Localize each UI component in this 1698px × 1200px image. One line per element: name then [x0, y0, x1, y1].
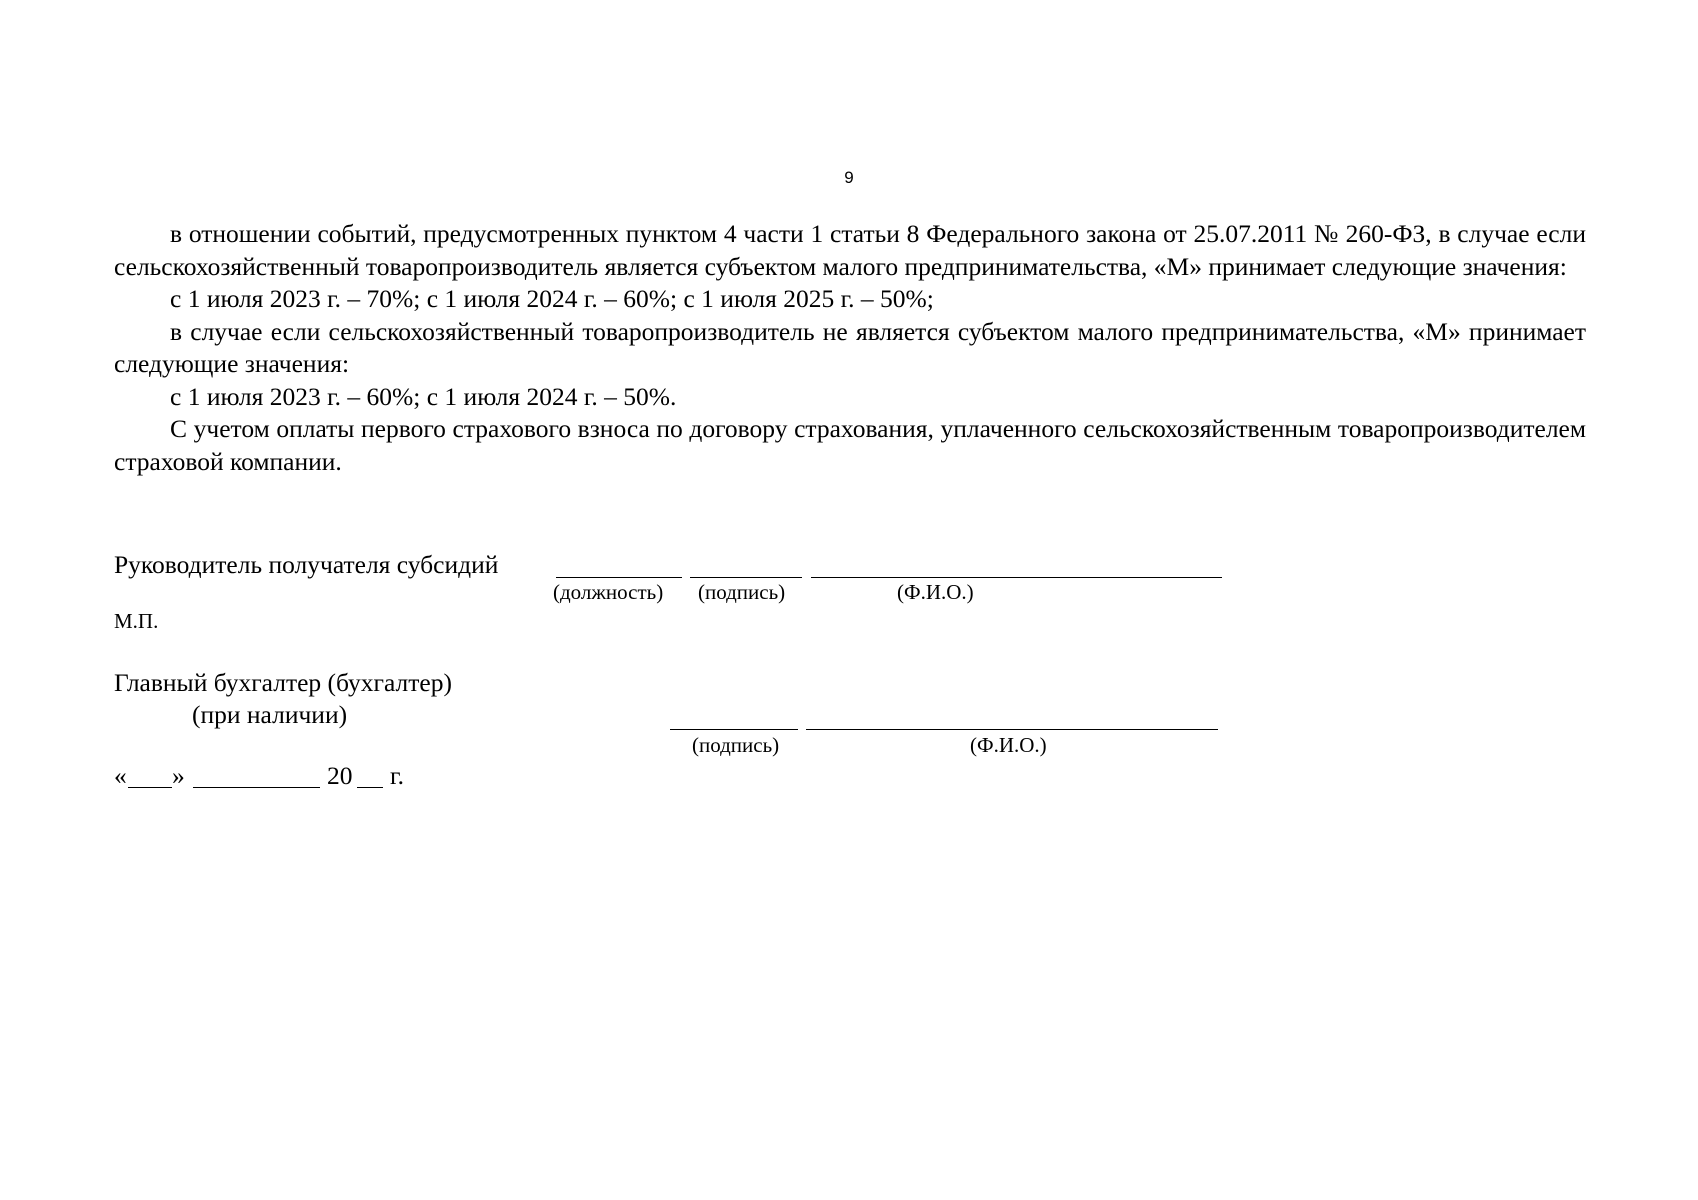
page-number: 9 [844, 168, 854, 187]
stamp-placeholder: М.П. [114, 609, 159, 633]
date-year-field[interactable] [357, 787, 383, 788]
date-day-field[interactable] [128, 787, 172, 788]
date-open-quote: « [114, 761, 127, 790]
head-signature-label: Руководитель получателя субсидий [114, 550, 499, 579]
accountant-signature-caption: (подпись) [692, 733, 780, 757]
accountant-name-caption: (Ф.И.О.) [970, 733, 1047, 757]
date-month-field[interactable] [193, 787, 320, 788]
date-close-quote: » [172, 761, 185, 790]
accountant-signature-label: Главный бухгалтер (бухгалтер) [114, 668, 452, 697]
head-position-caption: (должность) [553, 580, 664, 604]
head-signature-field[interactable] [690, 577, 802, 578]
paragraph-non-small-business-values: с 1 июля 2023 г. – 60%; с 1 июля 2024 г. – 50%. [170, 381, 677, 411]
paragraph-event-conditions: в отношении событий, предусмотренных пунктом 4 части 1 статьи 8 Федерального закона от 25.07.2011 № 260-ФЗ, в случае если сельскохозяйственный товаропроизводитель является субъектом малого предпринимательства, «М» принимает следующие значения: [114, 219, 1586, 281]
document-body [114, 218, 1586, 478]
accountant-signature-field[interactable] [670, 729, 798, 730]
paragraph-insurance-note: С учетом оплаты первого страхового взноса по договору страхования, уплаченного сельскохозяйственным товаропроизводителем страховой компании. [114, 414, 1586, 476]
paragraph-small-business-values: с 1 июля 2023 г. – 70%; с 1 июля 2024 г. – 60%; с 1 июля 2025 г. – 50%; [170, 284, 934, 313]
date-year-prefix: 20 [327, 761, 353, 790]
head-signature-caption: (подпись) [698, 580, 786, 604]
accountant-name-field[interactable] [806, 729, 1218, 730]
accountant-label-note: (при наличии) [192, 700, 348, 729]
head-name-field[interactable] [811, 577, 1222, 578]
head-name-caption: (Ф.И.О.) [897, 580, 974, 604]
date-year-suffix: г. [390, 761, 404, 790]
head-position-field[interactable] [556, 577, 682, 578]
paragraph-non-small-business-condition: в случае если сельскохозяйственный товаропроизводитель не является субъектом малого предпринимательства, «М» принимает следующие значения: [114, 316, 1586, 378]
